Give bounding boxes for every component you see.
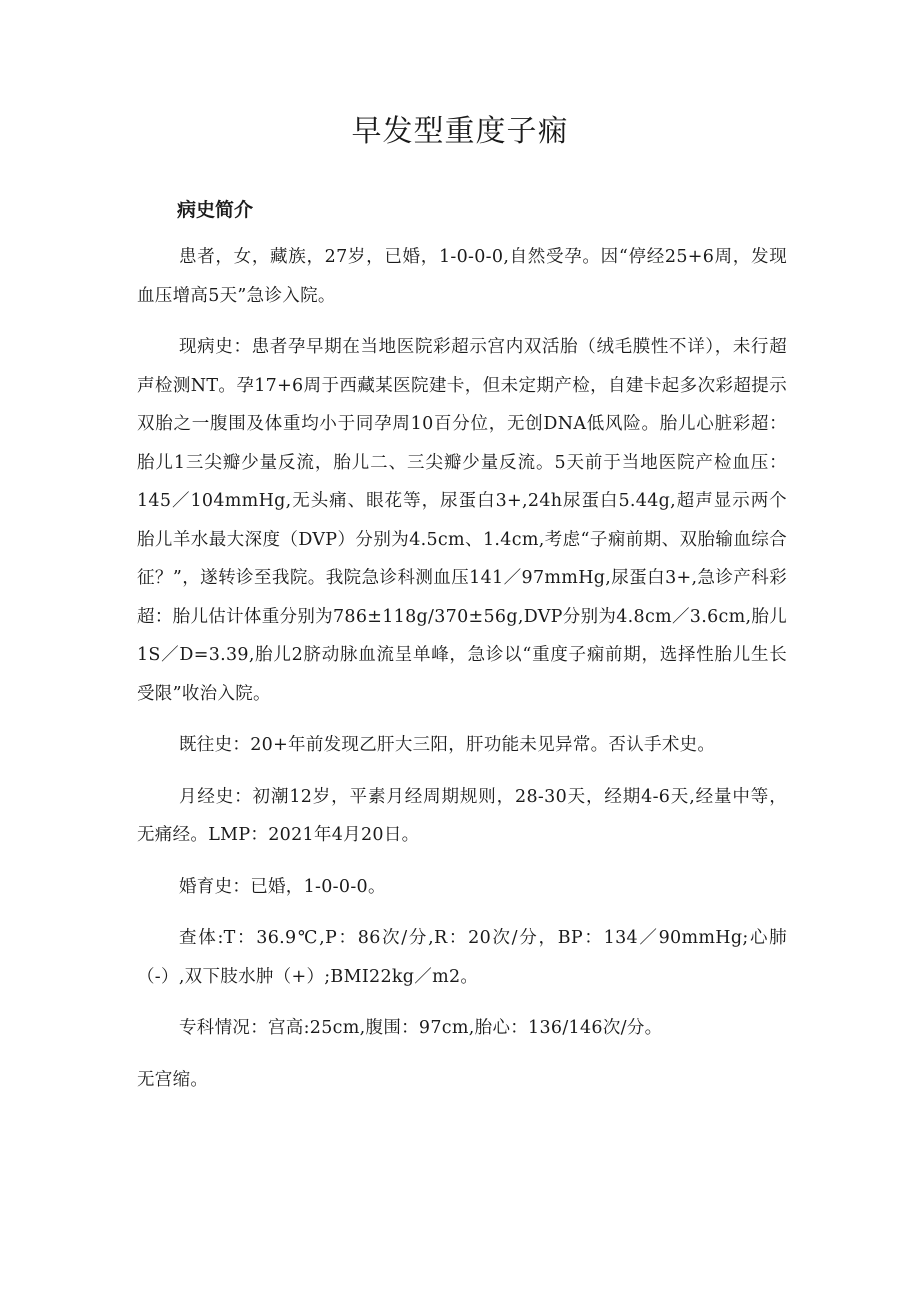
paragraph-physical-exam: 查体:T：36.9℃,P：86次/分,R：20次/分，BP：134／90mmHg;心肺（-）,双下肢水肿（+）;BMI22kg／m2。: [137, 928, 787, 987]
paragraph-patient-summary: 患者，女，藏族，27岁，已婚，1-0-0-0,自然受孕。因“停经25+6周，发现血压增高5天”急诊入院。: [137, 247, 787, 306]
paragraph-past-history: 既往史：20+年前发现乙肝大三阳，肝功能未见异常。否认手术史。: [179, 735, 716, 755]
document-body: [137, 238, 787, 1112]
paragraph-marital-history: 婚育史：已婚，1-0-0-0。: [179, 876, 386, 897]
paragraph-present-illness: 现病史：患者孕早期在当地医院彩超示宫内双活胎（绒毛膜性不详），未行超声检测NT。孕17+6周于西藏某医院建卡，但未定期产检，自建卡起多次彩超提示双胎之一腹围及体重均小于同孕周10百分位，无创DNA低风险。胎儿心脏彩超：胎儿1三尖瓣少量反流，胎儿二、三尖瓣少量反流。5天前于当地医院产检血压：145／104mmHg,无头痛、眼花等，尿蛋白3+,24h尿蛋白5.44g,超声显示两个胎儿羊水最大深度（DVP）分别为4.5cm、1.4cm,考虑“子痫前期、双胎输血综合征？”，遂转诊至我院。我院急诊科测血压141／97mmHg,尿蛋白3+,急诊产科彩超：胎儿估计体重分别为786±118g/370±56g,DVP分别为4.8cm／3.6cm,胎儿1S／D=3.39,胎儿2脐动脉血流呈单峰，急诊以“重度子痫前期，选择性胎儿生长受限”收治入院。: [137, 337, 787, 704]
paragraph-closing-line: 无宫缩。: [137, 1069, 209, 1090]
document-title: 早发型重度子痫: [351, 114, 569, 149]
paragraph-specialist-exam: 专科情况：宫高:25cm,腹围：97cm,胎心：136/146次/分。: [179, 1018, 663, 1038]
paragraph-menstrual-history: 月经史：初潮12岁，平素月经周期规则，28-30天，经期4-6天,经量中等，无痛经。LMP：2021年4月20日。: [137, 786, 787, 845]
section-heading: 病史简介: [177, 199, 254, 221]
